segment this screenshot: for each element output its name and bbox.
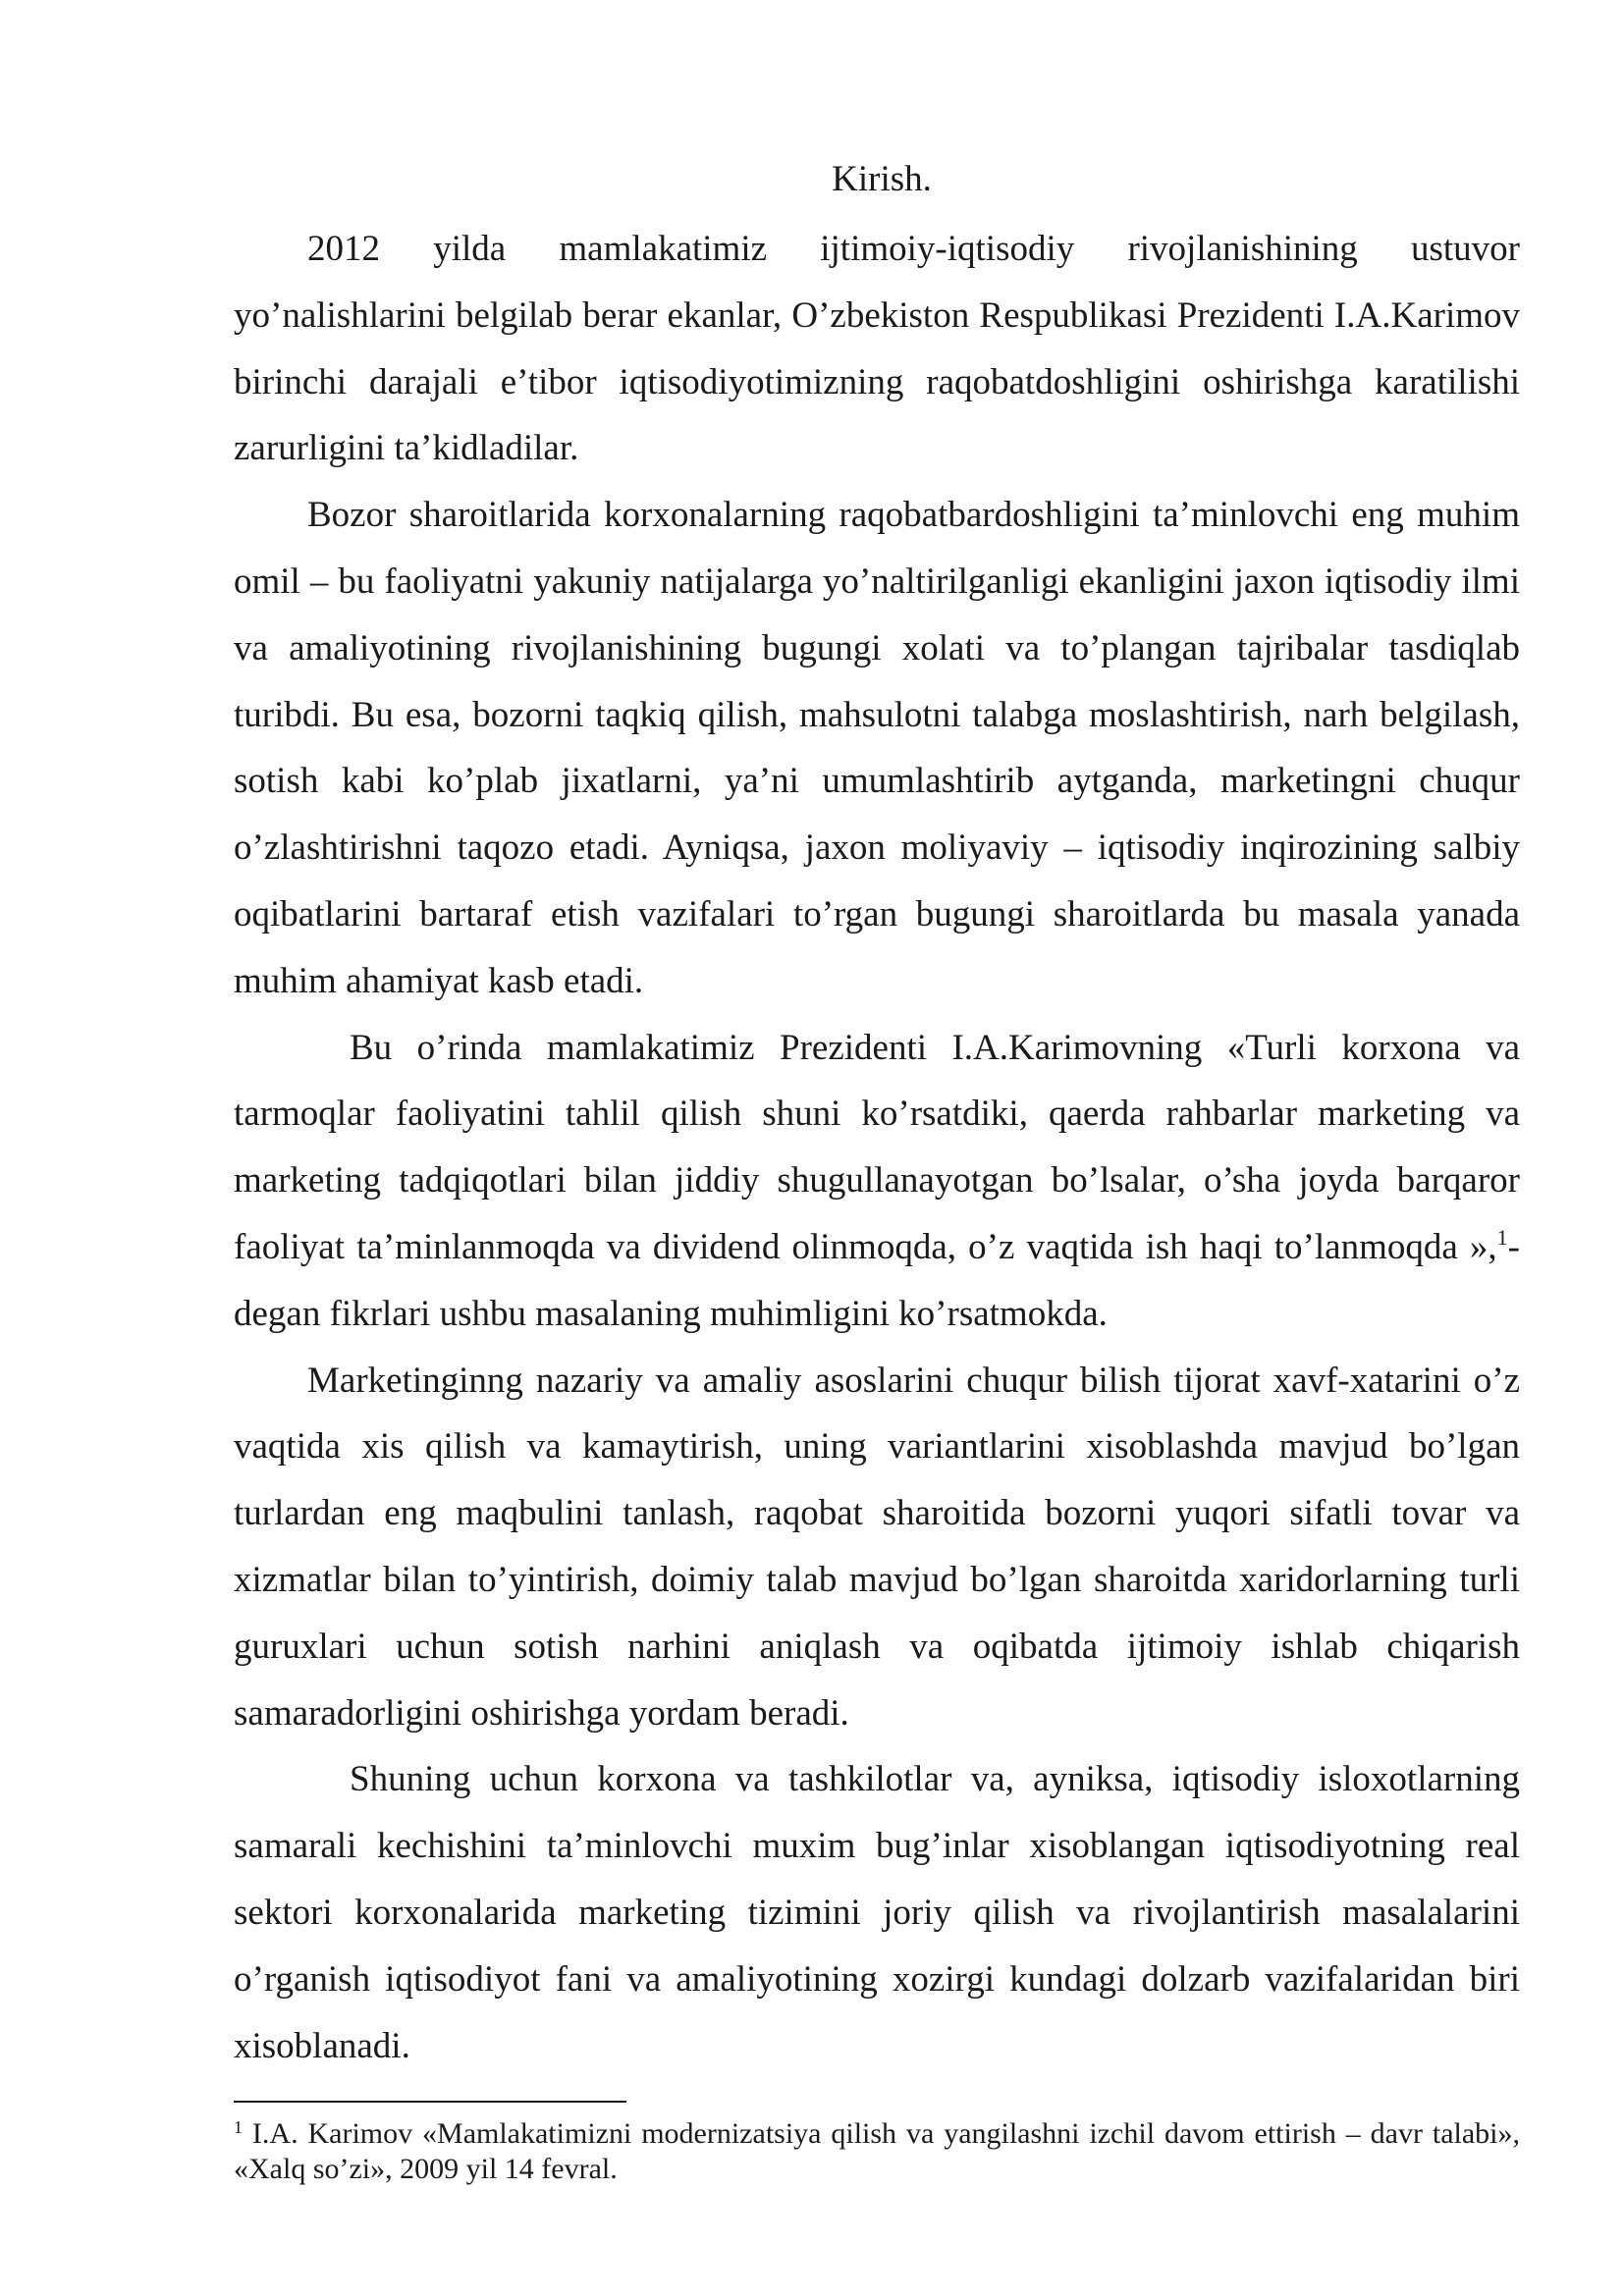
footnote-number: 1: [234, 2117, 243, 2138]
paragraph-5: Shuning uchun korxona va tashkilotlar va, ayniksa, iqtisodiy isloxotlarning samarali kechishini ta’minlovchi muxim bug’inlar xisoblangan iqtisodiyotning real sektori korxonalarida marketing tizimini joriy qilish va rivojlantirish masalalarini o’rganish iqtisodiyot fani va amaliyotining xozirgi kundagi dolzarb vazifalaridan biri xisoblanadi.: [234, 1759, 1520, 2066]
paragraph-2: Bozor sharoitlarida korxonalarning raqobatbardoshligini ta’minlovchi eng muhim omil – bu faoliyatni yakuniy natijalarga yo’naltirilganligi ekanligini jaxon iqtisodiy ilmi va amaliyotining rivojlanishining bugungi xolati va to’plangan tajribalar tasdiqlab turibdi. Bu esa, bozorni taqkiq qilish, mahsulotni talabga moslashtirish, narh belgilash, sotish kabi ko’plab jixatlarni, ya’ni umumlashtirib aytganda, marketingni chuqur o’zlashtirishni taqozo etadi. Ayniqsa, jaxon moliyaviy – iqtisodiy inqirozining salbiy oqibatlarini bartaraf etish vazifalari to’rgan bugungi sharoitlarda bu masala yanada muhim ahamiyat kasb etadi.: [234, 495, 1520, 1001]
paragraph-3-text-after: - degan fikrlari ushbu masalaning muhimligini ko’rsatmokda.: [234, 1226, 1520, 1334]
paragraph-3-text-before: Bu o’rinda mamlakatimiz Prezidenti I.A.Karimovning «Turli korxona va tarmoqlar faoliyatini tahlil qilish shuni ko’rsatdiki, qaerda rahbarlar marketing va marketing tadqiqotlari bilan jiddiy shugullanayotgan bo’lsalar, o’sha joyda barqaror faoliyat ta’minlanmoqda va dividend olinmoqda, o’z vaqtida ish haqi to’lanmoqda »,: [234, 1027, 1520, 1267]
paragraph-3: [234, 1015, 1520, 1348]
footnote-reference[interactable]: 1: [1496, 1224, 1508, 1250]
document-page: [234, 147, 1520, 2187]
footnote-separator: [234, 2101, 626, 2103]
footnote: [234, 2116, 1520, 2187]
footnote-text: I.A. Karimov «Mamlakatimizni modernizatsiya qilish va yangilashni izchil davom ettirish – davr talabi», «Xalq so’zi», 2009 yil 14 fevral.: [234, 2117, 1520, 2186]
document-title: Kirish.: [832, 159, 932, 199]
paragraph-4: Marketinginng nazariy va amaliy asoslarini chuqur bilish tijorat xavf-xatarini o’z vaqtida xis qilish va kamaytirish, uning variantlarini xisoblashda mavjud bo’lgan turlardan eng maqbulini tanlash, raqobat sharoitida bozorni yuqori sifatli tovar va xizmatlar bilan to’yintirish, doimiy talab mavjud bo’lgan sharoitda xaridorlarning turli guruxlari uchun sotish narhini aniqlash va oqibatda ijtimoiy ishlab chiqarish samaradorligini oshirishga yordam beradi.: [234, 1360, 1520, 1734]
paragraph-1: 2012 yilda mamlakatimiz ijtimoiy-iqtisodiy rivojlanishining ustuvor yo’nalishlarini belgilab berar ekanlar, O’zbekiston Respublikasi Prezidenti I.A.Karimov birinchi darajali e’tibor iqtisodiyotimizning raqobatdoshligini oshirishga karatilishi zarurligini ta’kidladilar.: [234, 229, 1520, 469]
